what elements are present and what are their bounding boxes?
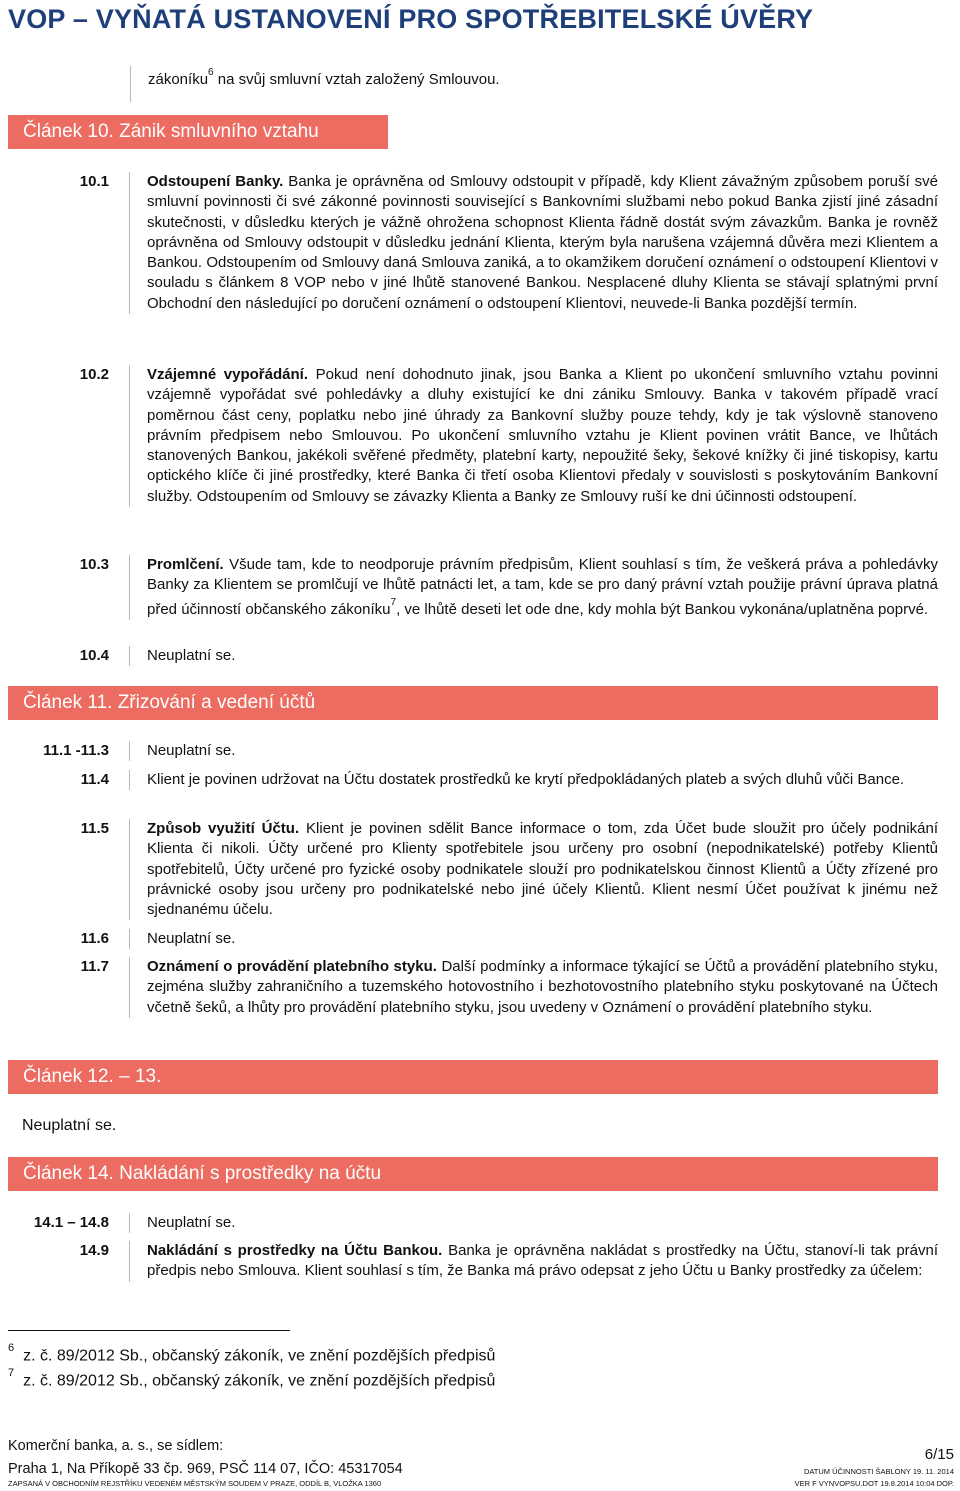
section-10-4 [8, 646, 938, 666]
section-number: 10.1 [8, 172, 130, 314]
section-text: Pokud není dohodnuto jinak, jsou Banka a Klient po ukončení smluvního vztahu povinni vzájemně vypořádat své pohledávky a dluhy existující ke dni zániku Smlouvy. Banka v takovém případě vrací poměrnou část ceny, poplatku nebo jiné úhrady za Bankovní služby pouze tehdy, kdy je tak výslovně stanoveno právním předpisem nebo Smlouvou. Po ukončení smluvního vztahu je Klient povinen vrátit Bance, ve lhůtách stanovených Bankou, jakékoli svěřené předměty, platební karty, nepoužité šeky, šekové knížky či jiné tiskopisy, kartu optického klíče či jiné prostředky, které Banka či třetí osoba Klientovi předaly v souvislosti s poskytováním Bankovní služby. Odstoupením od Smlouvy se závazky Klienta a Banky ze Smlouvy ruší ke dni účinnosti odstoupení. [147, 366, 938, 505]
footnote-7 [8, 1366, 495, 1391]
section-text: Banka je oprávněna od Smlouvy odstoupit v případě, kdy Klient závažným způsobem poruší své smluvní povinnosti či své zákonné povinnosti související s Bankovními službami nebo pokud Banka zjistí jiné zásadní skutečnosti, v důsledku kterých je vážně ohrožena schopnost Klienta řádně dostát svým závazkům. Banka je rovněž oprávněna od Smlouvy odstoupit v důsledku jednání Klienta, kterým byla narušena vzájemná důvěra mezi Klientem a Bankou. Odstoupením od Smlouvy daná Smlouva zaniká, a to okamžikem doručení oznámení o odstoupení Klientovi v souladu s článkem 8 VOP nebo v jiné lhůtě stanovené Bankou. Nesplacené dluhy Klienta se stávají splatnými první Obchodní den následující po doručení oznámení o odstoupení Klientovi, neuvede-li Banka pozdější termín. [147, 173, 938, 312]
section-10-3 [8, 555, 938, 620]
footer-company [8, 1436, 403, 1479]
footer-address: Praha 1, Na Příkopě 33 čp. 969, PSČ 114 07, IČO: 45317054 [8, 1461, 403, 1477]
section-number: 14.9 [8, 1241, 130, 1282]
section-number: 11.4 [8, 770, 130, 790]
footnote-ref-6: 6 [208, 67, 214, 78]
footnote-6 [8, 1341, 495, 1366]
footer-version: VER F VYNVOPSU.DOT 19.8.2014 10:04 DOP. [794, 1479, 954, 1488]
article-12-13-heading: Článek 12. – 13. [8, 1060, 938, 1094]
section-14-9 [8, 1241, 938, 1282]
footer-template-date: DATUM ÚČINNOSTI ŠABLONY 19. 11. 2014 [803, 1467, 954, 1476]
section-body [130, 365, 938, 507]
document-title: VOP – VYŇATÁ USTANOVENÍ PRO SPOTŘEBITELSKÉ ÚVĚRY [8, 4, 814, 34]
section-number: 11.1 -11.3 [8, 741, 130, 761]
section-number: 10.4 [8, 646, 130, 666]
section-body [130, 555, 938, 620]
section-number: 14.1 – 14.8 [8, 1213, 130, 1233]
section-14-1 [8, 1213, 938, 1233]
article-11-heading: Článek 11. Zřizování a vedení účtů [8, 686, 938, 720]
footer-company-name: Komerční banka, a. s., se sídlem: [8, 1438, 224, 1454]
section-text: Klient je povinen udržovat na Účtu dostatek prostředků ke krytí předpokládaných plateb a svých dluhů vůči Bance. [147, 771, 905, 788]
section-body [130, 819, 938, 920]
section-11-7 [8, 957, 938, 1018]
section-number: 11.5 [8, 819, 130, 920]
section-10-2 [8, 365, 938, 507]
footnote-number: 6 [8, 1342, 15, 1354]
section-number: 11.6 [8, 929, 130, 949]
section-10-1 [8, 172, 938, 314]
section-11-4 [8, 770, 938, 790]
section-heading: Promlčení. [147, 556, 224, 573]
section-11-1 [8, 741, 938, 761]
section-body [130, 1241, 938, 1282]
section-text: Všude tam, kde to neodporuje právním předpisům, Klient souhlasí s tím, že veškerá práva a pohledávky Banky za Klientem se promlčují ve lhůtě patnácti let, a tam, kde se pro daný právní vztah použije právní úprava platná před účinností občanského zákoníku [147, 556, 938, 618]
intro-text-before: zákoníku [148, 71, 209, 88]
footer-registry: ZAPSANÁ V OBCHODNÍM REJSTŘÍKU VEDENÉM MĚSTSKÝM SOUDEM V PRAZE, ODDÍL B, VLOŽKA 1360 [8, 1479, 382, 1488]
section-body [130, 172, 938, 314]
section-body [130, 957, 938, 1018]
section-text: Neuplatní se. [147, 742, 236, 759]
section-heading: Způsob využití Účtu. [147, 820, 300, 837]
section-text: Neuplatní se. [147, 930, 236, 947]
footnote-text: z. č. 89/2012 Sb., občanský zákoník, ve znění pozdějších předpisů [23, 1372, 496, 1390]
section-text: Neuplatní se. [147, 647, 236, 664]
article-12-13-text: Neuplatní se. [22, 1117, 117, 1134]
footnote-ref-7: 7 [390, 596, 397, 608]
section-text: Neuplatní se. [147, 1214, 236, 1231]
intro-text-after: na svůj smluvní vztah založený Smlouvou. [213, 71, 500, 88]
section-11-6 [8, 929, 938, 949]
footnote-number: 7 [8, 1367, 15, 1379]
section-text: Další podmínky a informace týkající se Účtů a provádění platebního styku, zejména služby zahraničního a tuzemského hotovostního i bezhotovostního platebního styku poskytované na Účtech včetně šeků, a lhůty pro provádění platebního styku, jsou uvedeny v Oznámení o provádění platebního styku. [147, 958, 938, 1016]
section-text: Klient je povinen sdělit Bance informace o tom, zda Účet bude sloužit pro účely podnikání Klienta či nikoli. Účty určené pro Klienty spotřebitele jsou určeny pro osobní (nepodnikatelské) potřeby Klientů spotřebitelů, Účty určené pro fyzické osoby podnikatele slouží pro podnikatelskou činnost Klientů a Účty zřízené pro právnické osoby jsou určeny pro podnikatelské nebo jiné účely Klientů. Klient nesmí Účet používat k jinému než sjednanému účelu. [147, 820, 938, 919]
section-heading: Vzájemné vypořádání. [147, 366, 308, 383]
section-heading: Oznámení o provádění platebního styku. [147, 958, 437, 975]
section-number: 10.2 [8, 365, 130, 507]
section-number: 11.7 [8, 957, 130, 1018]
article-14-heading: Článek 14. Nakládání s prostředky na účtu [8, 1157, 938, 1191]
section-heading: Nakládání s prostředky na Účtu Bankou. [147, 1242, 443, 1259]
section-number: 10.3 [8, 555, 130, 620]
footnote-text: z. č. 89/2012 Sb., občanský zákoník, ve znění pozdějších předpisů [23, 1347, 496, 1365]
section-text: Banka je oprávněna nakládat s prostředky na Účtu, stanoví-li tak právní předpis nebo Smlouva. Klient souhlasí s tím, že Banka má právo odepsat z jeho Účtu u Banky prostředky za účelem: [147, 1242, 939, 1280]
section-11-5 [8, 819, 938, 920]
intro-paragraph [130, 66, 948, 102]
footnote-separator [8, 1330, 290, 1331]
article-10-heading: Článek 10. Zánik smluvního vztahu [8, 115, 388, 149]
section-heading: Odstoupení Banky. [147, 173, 284, 190]
section-text-2: , ve lhůtě deseti let ode dne, kdy mohla být Bankou vykonána/uplatněna poprvé. [396, 600, 929, 618]
page-number: 6/15 [924, 1446, 954, 1463]
